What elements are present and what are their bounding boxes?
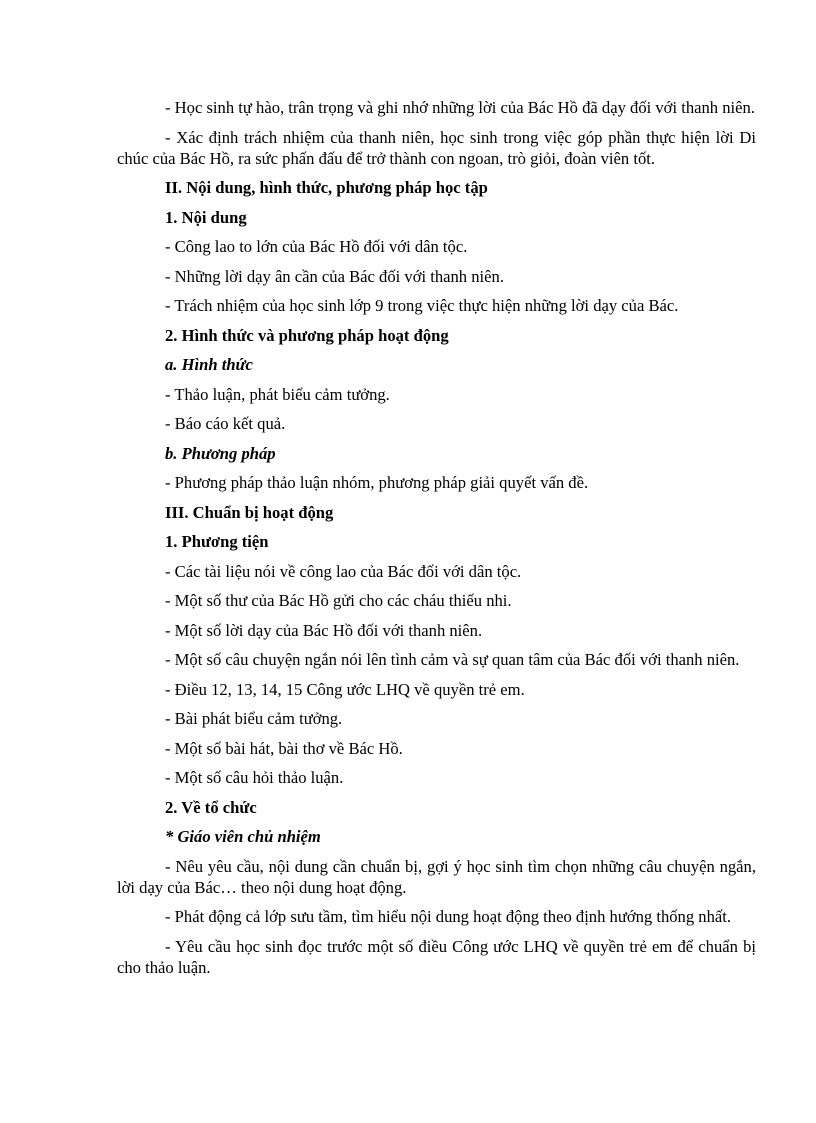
list-item: - Điều 12, 13, 14, 15 Công ước LHQ về quyền trẻ em. — [165, 679, 525, 699]
subsection-heading: 1. Nội dung — [165, 207, 247, 227]
section-heading: III. Chuẩn bị hoạt động — [165, 502, 334, 522]
list-item: - Công lao to lớn của Bác Hồ đối với dân tộc. — [165, 237, 468, 256]
subsection-heading: 2. Hình thức và phương pháp hoạt động — [165, 325, 449, 345]
list-item: - Phương pháp thảo luận nhóm, phương pháp giải quyết vấn đề. — [165, 473, 589, 492]
list-item: - Một số thư của Bác Hồ gửi cho các cháu thiếu nhi. — [165, 591, 512, 610]
paragraph: - Phát động cả lớp sưu tầm, tìm hiểu nội dung hoạt động theo định hướng thống nhất. — [165, 907, 732, 926]
list-item: - Các tài liệu nói về công lao của Bác đối với dân tộc. — [165, 561, 522, 581]
minor-heading: a. Hình thức — [165, 355, 253, 374]
list-item: - Một số lời dạy của Bác Hồ đối với thanh niên. — [165, 620, 483, 640]
list-item: - Một số câu chuyện ngắn nói lên tình cảm và sự quan tâm của Bác đối với thanh niên. — [165, 650, 740, 669]
list-item: - Thảo luận, phát biểu cảm tưởng. — [165, 384, 390, 404]
paragraph: - Nêu yêu cầu, nội dung cần chuẩn bị, gợi ý học sinh tìm chọn những câu chuyện ngắn, lời dạy của Bác… theo nội dung hoạt động. — [117, 856, 756, 897]
list-item: - Trách nhiệm của học sinh lớp 9 trong việc thực hiện những lời dạy của Bác. — [165, 296, 679, 315]
minor-heading: b. Phương pháp — [165, 443, 276, 463]
paragraph: - Xác định trách nhiệm của thanh niên, học sinh trong việc góp phần thực hiện lời Di chúc của Bác Hồ, ra sức phấn đấu để trở thành con ngoan, trò giỏi, đoàn viên tốt. — [117, 127, 756, 168]
minor-heading: * Giáo viên chủ nhiệm — [165, 827, 321, 846]
subsection-heading: 2. Về tổ chức — [165, 797, 257, 817]
paragraph: - Học sinh tự hào, trân trọng và ghi nhớ những lời của Bác Hồ đã dạy đối với thanh niên. — [165, 98, 755, 117]
subsection-heading: 1. Phương tiện — [165, 532, 269, 551]
list-item: - Một số bài hát, bài thơ về Bác Hồ. — [165, 738, 403, 758]
paragraph: - Yêu cầu học sinh đọc trước một số điều Công ước LHQ về quyền trẻ em để chuẩn bị cho thảo luận. — [117, 936, 756, 977]
list-item: - Một số câu hỏi thảo luận. — [165, 768, 344, 787]
list-item: - Những lời dạy ân cần của Bác đối với thanh niên. — [165, 266, 504, 286]
list-item: - Bài phát biểu cảm tưởng. — [165, 709, 343, 728]
list-item: - Báo cáo kết quả. — [165, 414, 286, 433]
section-heading: II. Nội dung, hình thức, phương pháp học tập — [165, 178, 488, 197]
